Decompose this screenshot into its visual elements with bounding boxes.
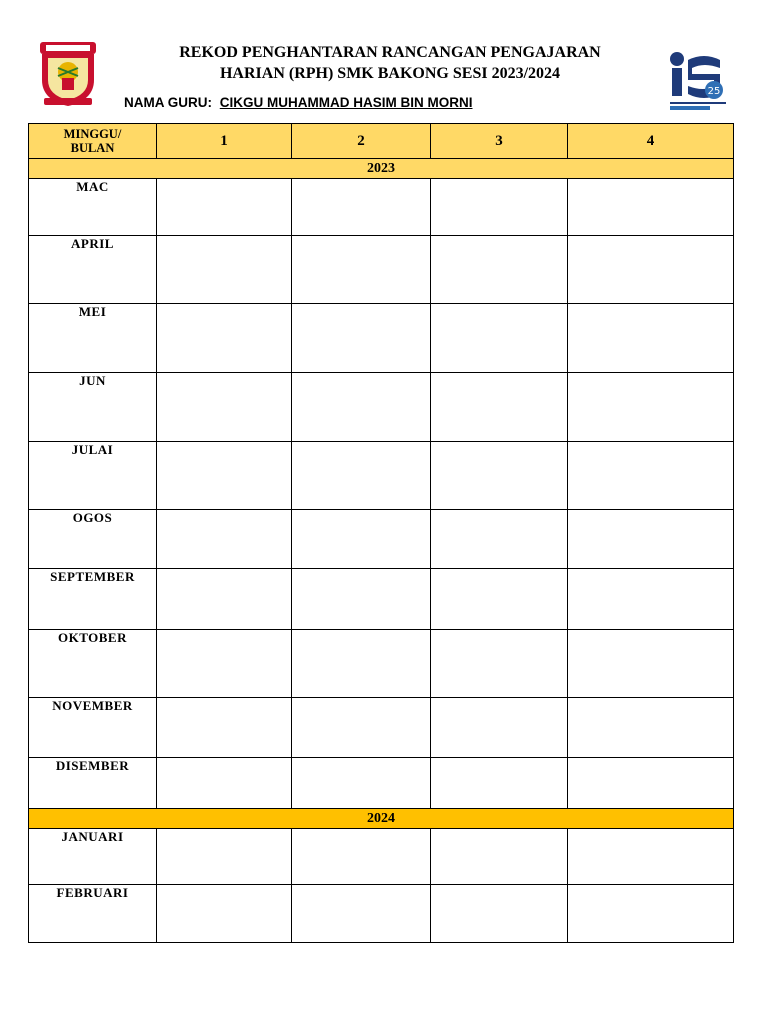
entry-cell[interactable]: [292, 630, 431, 698]
entry-cell[interactable]: [292, 829, 431, 885]
table-row: [29, 510, 734, 569]
month-label: JANUARI: [29, 829, 157, 885]
entry-cell[interactable]: [568, 236, 734, 304]
entry-cell[interactable]: [292, 758, 431, 809]
entry-cell[interactable]: [292, 569, 431, 630]
month-label: SEPTEMBER: [29, 569, 157, 630]
title-line-2: HARIAN (RPH) SMK BAKONG SESI 2023/2024: [219, 65, 561, 82]
table-row: [29, 236, 734, 304]
month-label: FEBRUARI: [29, 885, 157, 943]
entry-cell[interactable]: [157, 373, 292, 442]
entry-cell[interactable]: [157, 829, 292, 885]
teacher-name: CIKGU MUHAMMAD HASIM BIN MORNI: [219, 95, 473, 110]
entry-cell[interactable]: [568, 373, 734, 442]
entry-cell[interactable]: [431, 698, 568, 758]
month-label: MAC: [29, 179, 157, 236]
entry-cell[interactable]: [157, 698, 292, 758]
year-label: 2023: [29, 159, 734, 179]
corner-header: MINGGU/ BULAN: [29, 124, 157, 159]
year-row-2024: [29, 809, 734, 829]
entry-cell[interactable]: [568, 442, 734, 510]
month-label: DISEMBER: [29, 758, 157, 809]
teacher-line: [124, 95, 473, 110]
ipgm-25-logo-icon: [668, 50, 728, 112]
entry-cell[interactable]: [292, 442, 431, 510]
table-row: [29, 442, 734, 510]
table-row: [29, 569, 734, 630]
month-label: APRIL: [29, 236, 157, 304]
title-line-1: REKOD PENGHANTARAN RANCANGAN PENGAJARAN: [179, 44, 601, 61]
rph-record-table: [28, 123, 734, 943]
month-label: JULAI: [29, 442, 157, 510]
month-label: OKTOBER: [29, 630, 157, 698]
week-header: 1: [157, 124, 292, 159]
entry-cell[interactable]: [568, 630, 734, 698]
entry-cell[interactable]: [431, 829, 568, 885]
entry-cell[interactable]: [431, 885, 568, 943]
entry-cell[interactable]: [157, 569, 292, 630]
teacher-label: NAMA GURU:: [124, 95, 212, 110]
entry-cell[interactable]: [431, 442, 568, 510]
entry-cell[interactable]: [292, 304, 431, 373]
table-row: [29, 373, 734, 442]
entry-cell[interactable]: [157, 304, 292, 373]
entry-cell[interactable]: [568, 179, 734, 236]
entry-cell[interactable]: [568, 829, 734, 885]
table-row: [29, 758, 734, 809]
entry-cell[interactable]: [431, 304, 568, 373]
document-title: [120, 42, 660, 84]
table-header-row: [29, 124, 734, 159]
month-label: NOVEMBER: [29, 698, 157, 758]
table-row: [29, 829, 734, 885]
entry-cell[interactable]: [431, 630, 568, 698]
entry-cell[interactable]: [157, 885, 292, 943]
entry-cell[interactable]: [157, 510, 292, 569]
week-header: 3: [431, 124, 568, 159]
year-label: 2024: [29, 809, 734, 829]
entry-cell[interactable]: [157, 758, 292, 809]
entry-cell[interactable]: [157, 630, 292, 698]
table-row: [29, 179, 734, 236]
logo-25-text: 25: [707, 86, 721, 97]
entry-cell[interactable]: [431, 569, 568, 630]
entry-cell[interactable]: [568, 304, 734, 373]
entry-cell[interactable]: [431, 179, 568, 236]
month-label: JUN: [29, 373, 157, 442]
entry-cell[interactable]: [292, 510, 431, 569]
week-header: 4: [568, 124, 734, 159]
entry-cell[interactable]: [568, 510, 734, 569]
entry-cell[interactable]: [292, 885, 431, 943]
month-label: MEI: [29, 304, 157, 373]
month-label: OGOS: [29, 510, 157, 569]
entry-cell[interactable]: [431, 236, 568, 304]
school-crest-icon: [36, 40, 100, 108]
entry-cell[interactable]: [157, 236, 292, 304]
entry-cell[interactable]: [568, 758, 734, 809]
entry-cell[interactable]: [292, 698, 431, 758]
table-row: [29, 885, 734, 943]
entry-cell[interactable]: [292, 179, 431, 236]
week-header: 2: [292, 124, 431, 159]
entry-cell[interactable]: [292, 373, 431, 442]
entry-cell[interactable]: [431, 373, 568, 442]
entry-cell[interactable]: [157, 442, 292, 510]
entry-cell[interactable]: [568, 885, 734, 943]
table-row: [29, 304, 734, 373]
table-row: [29, 698, 734, 758]
entry-cell[interactable]: [431, 758, 568, 809]
entry-cell[interactable]: [292, 236, 431, 304]
year-row-2023: [29, 159, 734, 179]
entry-cell[interactable]: [431, 510, 568, 569]
table-row: [29, 630, 734, 698]
entry-cell[interactable]: [157, 179, 292, 236]
entry-cell[interactable]: [568, 569, 734, 630]
entry-cell[interactable]: [568, 698, 734, 758]
